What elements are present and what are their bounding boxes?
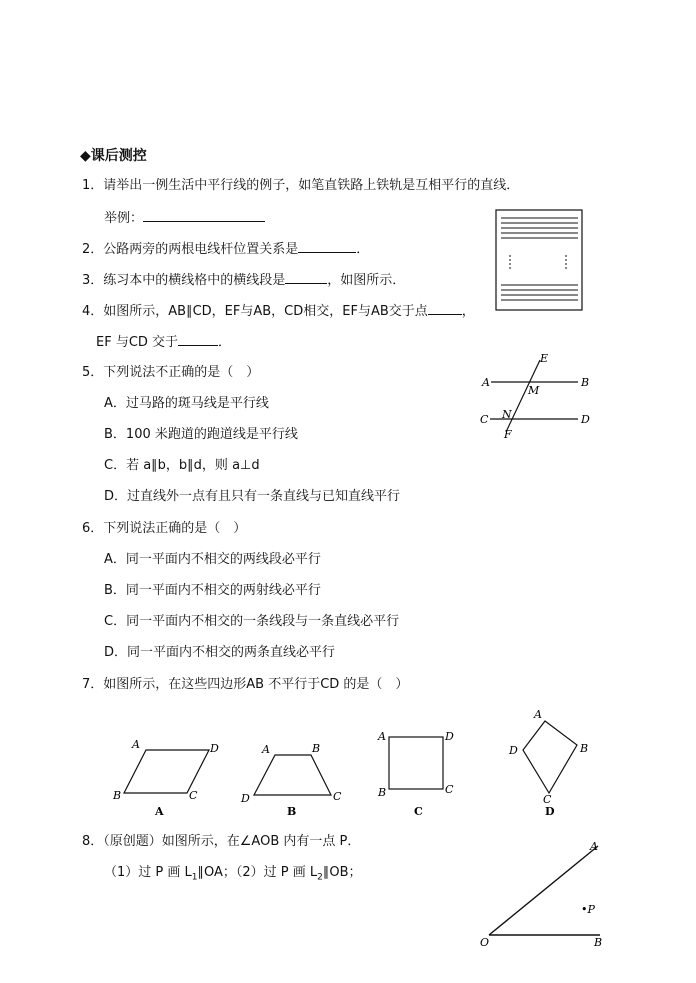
quad-c-vertex-a: A — [378, 730, 386, 743]
angle-label-b: B — [594, 936, 603, 949]
question-6-option-a[interactable]: A．同一平面内不相交的两线段必平行 — [104, 552, 321, 567]
quad-b-caption: B — [287, 805, 297, 818]
question-5-stem: 5．下列说法不正确的是（ ） — [82, 365, 260, 380]
angle-label-a: A — [590, 840, 598, 853]
quad-d-vertex-c: C — [543, 793, 552, 806]
quad-a-caption: A — [155, 805, 164, 818]
part1-text: （1）过 P 画 L — [104, 865, 192, 880]
question-6-stem: 6．下列说法正确的是（ ） — [82, 521, 247, 536]
question-5-option-d[interactable]: D．过直线外一点有且只有一条直线与已知直线平行 — [104, 489, 401, 504]
label-N: N — [502, 408, 512, 421]
quad-d-vertex-a: A — [534, 708, 542, 721]
quad-a-vertex-c: C — [189, 789, 198, 802]
quad-b-vertex-b: B — [312, 742, 321, 755]
question-4-comma: ， — [461, 304, 475, 319]
question-4-text2: EF 与CD 交于 — [96, 335, 179, 350]
quad-d-caption: D — [545, 805, 555, 818]
quad-b-vertex-a: A — [262, 743, 270, 756]
quad-d-vertex-b: B — [580, 742, 589, 755]
question-1: 1．请举出一例生活中平行线的例子，如笔直铁路上铁轨是互相平行的直线． — [82, 178, 520, 193]
angle-label-o: O — [480, 936, 490, 949]
question-5-option-b[interactable]: B．100 米跑道的跑道线是平行线 — [104, 427, 298, 442]
quad-c-vertex-b: B — [378, 786, 387, 799]
question-3-end: ，如图所示． — [327, 273, 406, 288]
part1-sub: 1 — [191, 872, 198, 883]
quad-d-figure — [523, 721, 577, 793]
quad-b-vertex-c: C — [333, 790, 342, 803]
label-E: E — [540, 352, 549, 365]
part2-end: ∥OB； — [322, 865, 362, 880]
quad-a-vertex-b: B — [113, 789, 122, 802]
quad-a-vertex-d: D — [210, 742, 219, 755]
question-3-text: 3．练习本中的横线格中的横线段是 — [82, 273, 286, 288]
question-6-option-c[interactable]: C．同一平面内不相交的一条线段与一条直线必平行 — [104, 614, 400, 629]
quad-a-figure — [124, 750, 209, 793]
question-7-stem: 7．如图所示，在这些四边形AB 不平行于CD 的是（ ） — [82, 677, 409, 692]
label-B: B — [581, 376, 590, 389]
quad-b-figure — [254, 755, 331, 795]
label-M: M — [528, 384, 540, 397]
section-title: ◆课后测控 — [80, 148, 147, 164]
quad-d-vertex-d: D — [509, 744, 518, 757]
part2-text: ∥OA；（2）过 P 画 L — [197, 865, 318, 880]
question-4-end: ． — [218, 335, 232, 350]
quad-c-vertex-c: C — [445, 783, 454, 796]
quad-c-vertex-d: D — [445, 730, 454, 743]
quad-b-vertex-d: D — [241, 792, 250, 805]
label-C: C — [480, 413, 489, 426]
question-2-end: ． — [356, 242, 370, 257]
point-p: •P — [581, 903, 595, 916]
quad-c-caption: C — [414, 805, 423, 818]
label-D: D — [581, 413, 590, 426]
label-A: A — [482, 376, 490, 389]
question-5-option-c[interactable]: C．若 a∥b，b∥d，则 a⊥d — [104, 458, 260, 473]
notebook-figure — [496, 210, 582, 310]
example-label: 举例： — [104, 211, 144, 226]
question-5-option-a[interactable]: A．过马路的斑马线是平行线 — [104, 396, 269, 411]
quad-c-figure — [389, 737, 443, 789]
part2-sub: 2 — [317, 872, 323, 883]
question-6-option-b[interactable]: B．同一平面内不相交的两射线必平行 — [104, 583, 321, 598]
question-2-text: 2．公路两旁的两根电线杆位置关系是 — [82, 242, 299, 257]
question-8-stem: 8．（原创题）如图所示，在∠AOB 内有一点 P． — [82, 834, 361, 849]
label-F: F — [504, 428, 512, 441]
angle-aob-figure — [489, 846, 600, 935]
quad-a-vertex-a: A — [132, 738, 140, 751]
question-4-text: 4．如图所示，AB∥CD，EF与AB，CD相交，EF与AB交于点 — [82, 304, 428, 319]
question-6-option-d[interactable]: D．同一平面内不相交的两条直线必平行 — [104, 645, 336, 660]
